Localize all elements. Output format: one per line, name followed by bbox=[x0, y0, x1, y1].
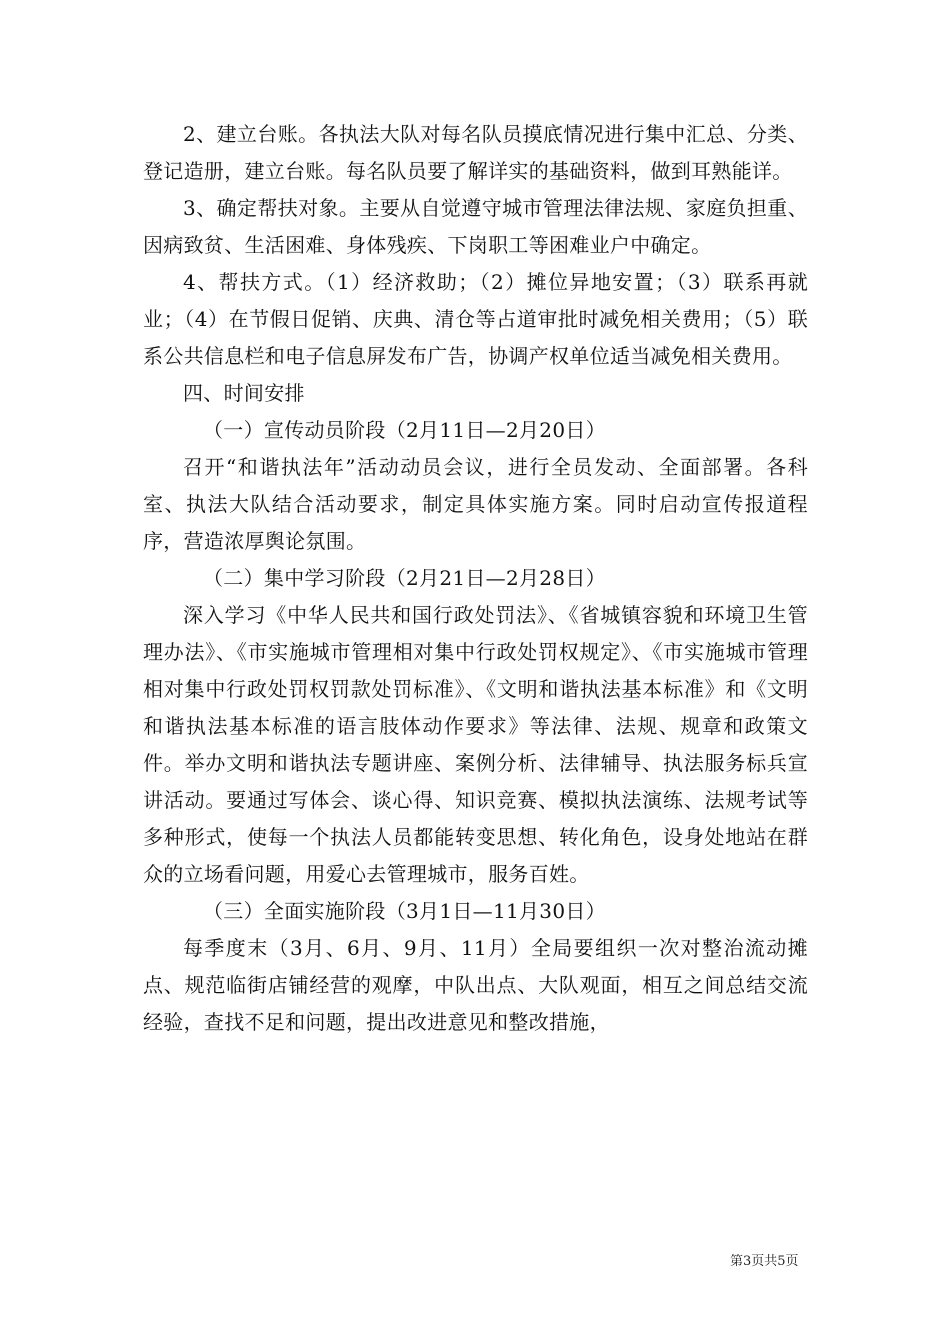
paragraph-implementation-phase: 每季度末（3月、6月、9月、11月）全局要组织一次对整治流动摊点、规范临街店铺经营的观摩，中队出点、大队观面，相互之间总结交流经验，查找不足和问题，提出改进意见和整改措施， bbox=[143, 936, 808, 1034]
subheading-implementation-phase: （三）全面实施阶段（3月1日—11月30日） bbox=[203, 899, 606, 923]
page-number: 第3页共5页 bbox=[730, 1254, 799, 1269]
section-heading-schedule: 四、时间安排 bbox=[183, 381, 305, 405]
paragraph-assistance-methods: 4、帮扶方式。（1）经济救助；（2）摊位异地安置；（3）联系再就业；（4）在节假日促销、庆典、清仓等占道审批时减免相关费用；（5）联系公共信息栏和电子信息屏发布广告，协调产权单位适当减免相关费用。 bbox=[143, 270, 808, 368]
document-body bbox=[143, 116, 808, 1041]
paragraph-establish-ledger: 2、建立台账。各执法大队对每名队员摸底情况进行集中汇总、分类、登记造册，建立台账。每名队员要了解详实的基础资料，做到耳熟能详。 bbox=[143, 122, 808, 183]
paragraph-study-phase: 深入学习《中华人民共和国行政处罚法》、《省城镇容貌和环境卫生管理办法》、《市实施城市管理相对集中行政处罚权规定》、《市实施城市管理相对集中行政处罚权罚款处罚标准》、《文明和谐执法基本标准》和《文明和谐执法基本标准的语言肢体动作要求》等法律、法规、规章和政策文件。举办文明和谐执法专题讲座、案例分析、法律辅导、执法服务标兵宣讲活动。要通过写体会、谈心得、知识竞赛、模拟执法演练、法规考试等多种形式，使每一个执法人员都能转变思想、转化角色，设身处地站在群众的立场看问题，用爱心去管理城市，服务百姓。 bbox=[143, 603, 808, 886]
subheading-publicity-phase: （一）宣传动员阶段（2月11日—2月20日） bbox=[203, 418, 606, 442]
paragraph-determine-targets: 3、确定帮扶对象。主要从自觉遵守城市管理法律法规、家庭负担重、因病致贫、生活困难、身体残疾、下岗职工等困难业户中确定。 bbox=[143, 196, 808, 257]
subheading-study-phase: （二）集中学习阶段（2月21日—2月28日） bbox=[203, 566, 606, 590]
paragraph-publicity-phase: 召开“和谐执法年”活动动员会议，进行全员发动、全面部署。各科室、执法大队结合活动要求，制定具体实施方案。同时启动宣传报道程序，营造浓厚舆论氛围。 bbox=[143, 455, 808, 553]
